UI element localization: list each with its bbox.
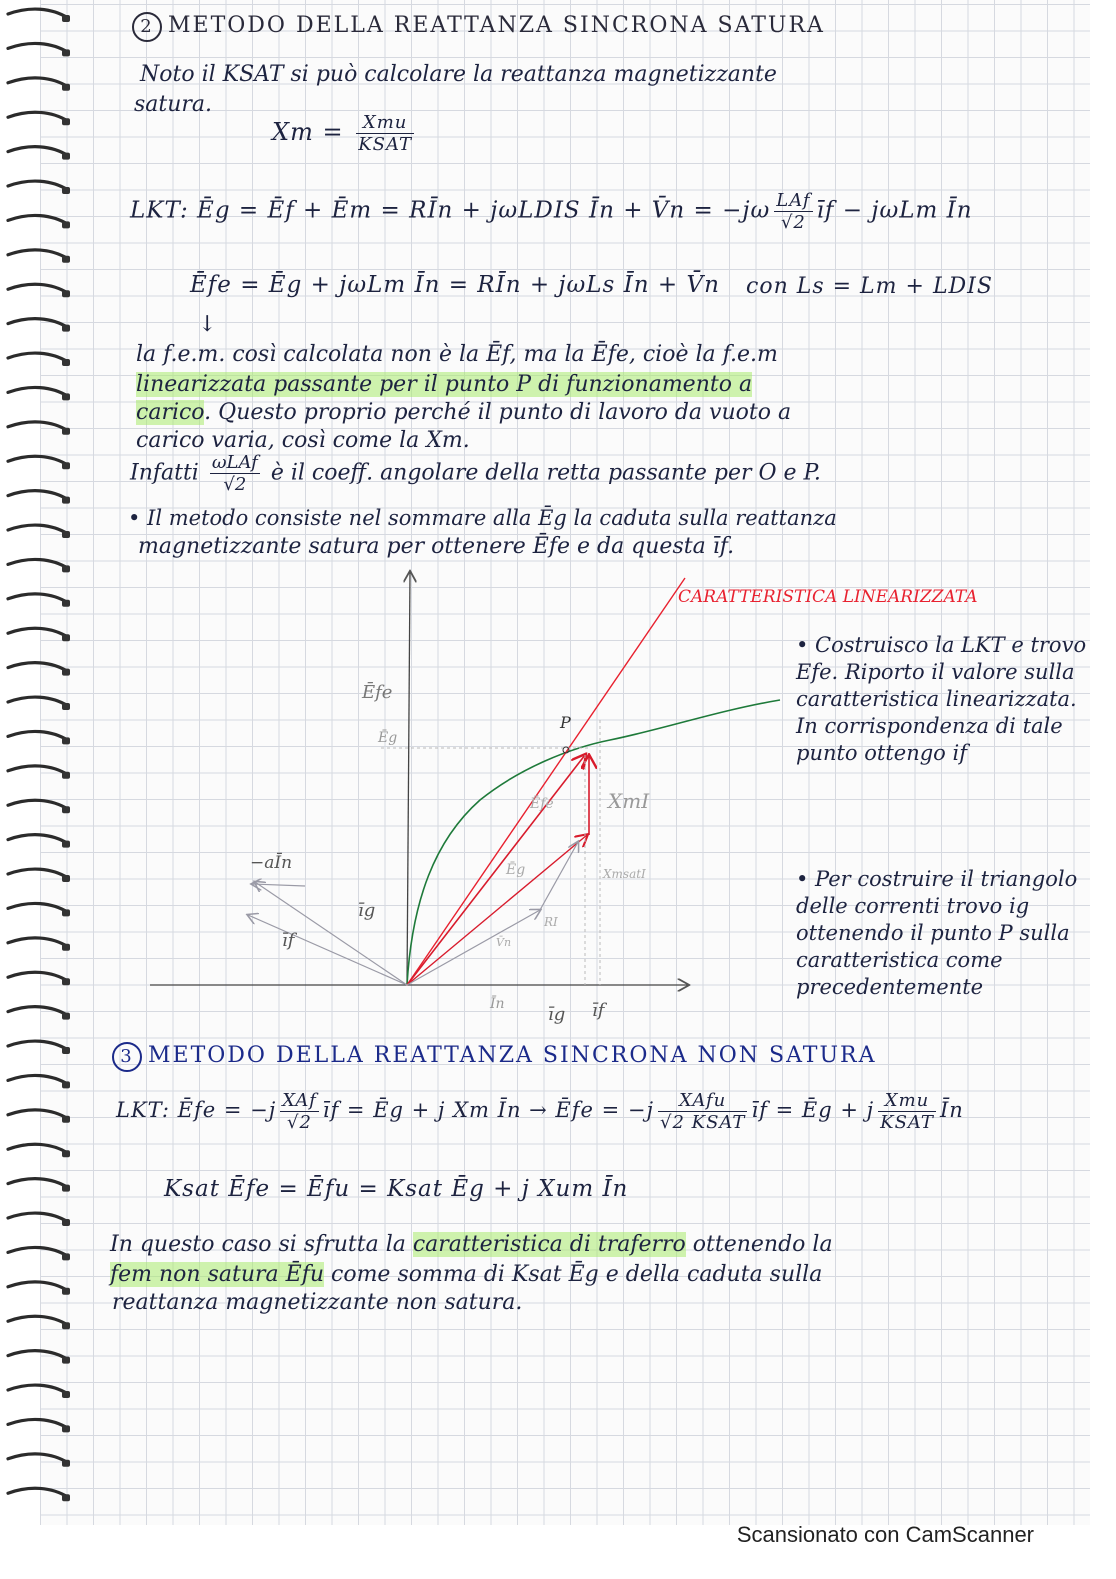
spiral-hole [62,118,70,125]
scanner-footer: Scansionato con CamScanner [736,1522,1034,1547]
xm-denominator: KSAT [358,134,413,155]
infatti-fraction [210,452,260,495]
para-line-3-highlight: carico [136,400,205,425]
spiral-hole [62,772,70,779]
spiral-ring [8,1385,68,1394]
s3-para-line-3: reattanza magnetizzante non satura. [112,1290,523,1315]
spiral-ring [8,594,68,603]
spiral-hole [62,875,70,882]
efe-vector [407,835,587,985]
spiral-hole [62,256,70,263]
spiral-hole [62,1460,70,1467]
s3-lkt-b: īf = Ēg + j Xm Īn → Ēfe = −j [322,1098,654,1122]
section-3-title-text: METODO DELLA REATTANZA SINCRONA NON SATURA [148,1043,877,1068]
spiral-hole [62,462,70,469]
spiral-hole [62,1150,70,1157]
spiral-hole [62,325,70,332]
lkt-eq-tail: īf − jωLm Īn [816,197,973,224]
section-3-lkt [116,1090,964,1133]
efe-axis-label: Ēfe [362,682,393,703]
spiral-hole [62,1013,70,1020]
lkt-frac-num: LAf [776,190,811,211]
spiral-ring [8,869,68,878]
spiral-hole [62,1425,70,1432]
s3-para-2-highlight: fem non satura Ēfu [110,1262,325,1287]
if-vector [248,915,407,985]
eg-vector [407,755,585,985]
x-in-label: Īn [490,996,505,1012]
spiral-ring [8,731,68,740]
spiral-hole [62,1391,70,1398]
spiral-ring [8,9,68,18]
linearized-label: CARATTERISTICA LINEARIZZATA [678,587,978,607]
s3-para-1b: ottenendo la [685,1232,833,1257]
intro-line-1: Noto il KSAT si può calcolare la reattanza magnetizzante [140,62,777,87]
x-ig-label: īg [548,1004,566,1025]
spiral-ring [8,559,68,568]
magnetization-curve [407,700,780,985]
spiral-ring [8,181,68,190]
side-note-2: • Per costruire il triangolo delle correnti trovo ig ottenendo il punto P sulla caratteristica come precedentemente [796,867,1078,999]
spiral-ring [8,1488,68,1497]
lkt-frac-den: √2 [780,212,806,233]
spiral-hole [62,1081,70,1088]
spiral-ring [8,319,68,328]
spiral-ring [8,43,68,52]
xm-lhs: Xm = [272,118,344,146]
spiral-hole [62,531,70,538]
spiral-hole [62,600,70,607]
spiral-hole [62,497,70,504]
spiral-hole [62,153,70,160]
spiral-ring [8,491,68,500]
spiral-hole [62,944,70,951]
spiral-hole [62,669,70,676]
spiral-hole [62,428,70,435]
spiral-ring [8,1041,68,1050]
spiral-ring [8,1213,68,1222]
infatti-b: è il coeff. angolare della retta passante per O e P. [270,460,821,486]
spiral-ring [8,766,68,775]
s3-para-line-2 [110,1262,822,1287]
p-label: P [560,713,571,732]
spiral-hole [62,909,70,916]
spiral-ring [8,972,68,981]
spiral-hole [62,737,70,744]
section-3-title [112,1042,876,1072]
para-line-3 [136,400,791,425]
spiral-hole [62,978,70,985]
xm-equation [272,112,418,155]
spiral-hole [62,634,70,641]
y-axis [407,572,410,985]
spiral-ring [8,353,68,362]
s3-lkt-c: īf = Ēg + j [751,1098,875,1122]
lkt-equation [130,190,973,233]
s3-frac-1 [280,1090,319,1133]
eg-vector-label: Ēg [506,862,526,878]
spiral-ring [8,663,68,672]
spiral-ring [8,1179,68,1188]
infatti-line [130,452,821,495]
down-arrow: ↓ [198,312,218,337]
spiral-ring [8,1419,68,1428]
para-line-4: carico varia, così come la Xm. [136,428,470,453]
ig-label: īg [358,900,376,921]
ksat-equation: Ksat Ēfe = Ēfu = Ksat Ēg + j Xum Īn [164,1176,629,1202]
bullet-line-1: • Il metodo consiste nel sommare alla Ēg la caduta sulla reattanza [128,506,837,530]
ri-label: RI [544,915,558,929]
spiral-hole [62,1185,70,1192]
s3-frac-2 [658,1090,747,1133]
s3-para-1-highlight: caratteristica di traferro [412,1232,686,1257]
section-2-title-text: METODO DELLA REATTANZA SINCRONA SATURA [168,13,825,38]
vn-vector [407,910,540,985]
spiral-ring [8,1144,68,1153]
para-line-1: la f.e.m. così calcolata non è la Ēf, ma la Ēfe, cioè la f.e.m [136,342,778,367]
infatti-frac-num: ωLAf [211,452,258,473]
spiral-ring [8,1454,68,1463]
s3-para-2b: come somma di Ksat Ēg e della caduta sulla [324,1262,823,1287]
s3-lkt-d: Īn [939,1098,964,1122]
section-2-title [132,12,825,42]
spiral-hole [62,1116,70,1123]
spiral-hole [62,1322,70,1329]
s3-frac2-den: √2 KSAT [660,1112,746,1133]
lkt-fraction [774,190,812,233]
spiral-hole [62,393,70,400]
s3-para-line-1 [110,1232,833,1257]
s3-frac1-den: √2 [287,1112,312,1133]
spiral-hole [62,84,70,91]
efe-equation: Ēfe = Ēg + jωLm Īn = RĪn + jωLs Īn + V̄n [190,272,720,298]
xmsat-label: XmsatI [603,867,646,881]
spiral-ring [8,1007,68,1016]
intro-line-2: satura. [134,92,213,117]
spiral-hole [62,841,70,848]
spiral-hole [62,49,70,56]
spiral-hole [62,359,70,366]
side-note-1: • Costruisco la LKT e trovo Efe. Riporto il valore sulla caratteristica linearizzata. In corrispondenza di tale punto ottengo if [796,633,1087,765]
ig-vector [255,882,407,985]
spiral-hole [62,1219,70,1226]
spiral-ring [8,1110,68,1119]
spiral-hole [62,1047,70,1054]
spiral-ring [8,1316,68,1325]
s3-para-1a: In questo caso si sfrutta la [110,1232,413,1257]
para-line-3-rest: . Questo proprio perché il punto di lavoro da vuoto a [204,400,792,425]
spiral-hole [62,15,70,22]
spiral-ring [8,697,68,706]
section-3-number: 3 [112,1042,142,1072]
x-if-label: īf [592,1000,605,1021]
spiral-binding [0,0,75,1520]
efe-condition: con Ls = Lm + LDIS [746,274,993,299]
spiral-hole [62,806,70,813]
spiral-ring [8,938,68,947]
s3-frac2-num: XAfu [658,1090,747,1112]
spiral-ring [8,903,68,912]
infatti-frac-den: √2 [223,474,247,495]
spiral-ring [8,525,68,534]
s3-frac1-num: XAf [282,1090,317,1111]
para-line-2 [136,372,752,397]
para-line-2-highlight: linearizzata passante per il punto P di funzionamento a [136,372,753,397]
spiral-ring [8,1282,68,1291]
spiral-hole [62,187,70,194]
spiral-ring [8,800,68,809]
spiral-ring [8,147,68,156]
spiral-ring [8,387,68,396]
minus-ai-label: −aĪn [250,853,293,873]
spiral-ring [8,1075,68,1084]
spiral-ring [8,422,68,431]
spiral-hole [62,703,70,710]
spiral-hole [62,290,70,297]
s3-frac-3 [878,1090,936,1133]
eg-axis-label: Ēg [378,730,398,746]
xmi-label: XmI [608,789,650,813]
spiral-ring [8,78,68,87]
xm-numerator: Xmu [356,112,414,134]
spiral-ring [8,112,68,121]
spiral-ring [8,628,68,637]
section-2-number: 2 [132,12,162,42]
xm-fraction [356,112,414,155]
spiral-hole [62,1253,70,1260]
spiral-ring [8,284,68,293]
spiral-ring [8,1247,68,1256]
spiral-ring [8,835,68,844]
spiral-hole [62,1494,70,1501]
s3-lkt-a: LKT: Ēfe = −j [116,1098,277,1122]
infatti-a: Infatti [130,460,199,486]
spiral-ring [8,250,68,259]
vn-label: V̄n [496,936,512,949]
spiral-hole [62,565,70,572]
efe-vector-label: Ēfe [530,796,554,812]
if-label: īf [282,930,295,951]
spiral-ring [8,1351,68,1360]
bullet-line-2: magnetizzante satura per ottenere Ēfe e da questa īf. [138,534,735,559]
spiral-hole [62,1288,70,1295]
spiral-hole [62,1357,70,1364]
s3-frac3-den: KSAT [880,1112,934,1133]
spiral-ring [8,215,68,224]
s3-frac3-num: Xmu [878,1090,936,1112]
lkt-eq-main: LKT: Ēg = Ēf + Ēm = RĪn + jωLDIS Īn + V̄n = −jω [130,197,771,224]
spiral-hole [62,221,70,228]
spiral-ring [8,456,68,465]
ri-vector [540,842,578,910]
